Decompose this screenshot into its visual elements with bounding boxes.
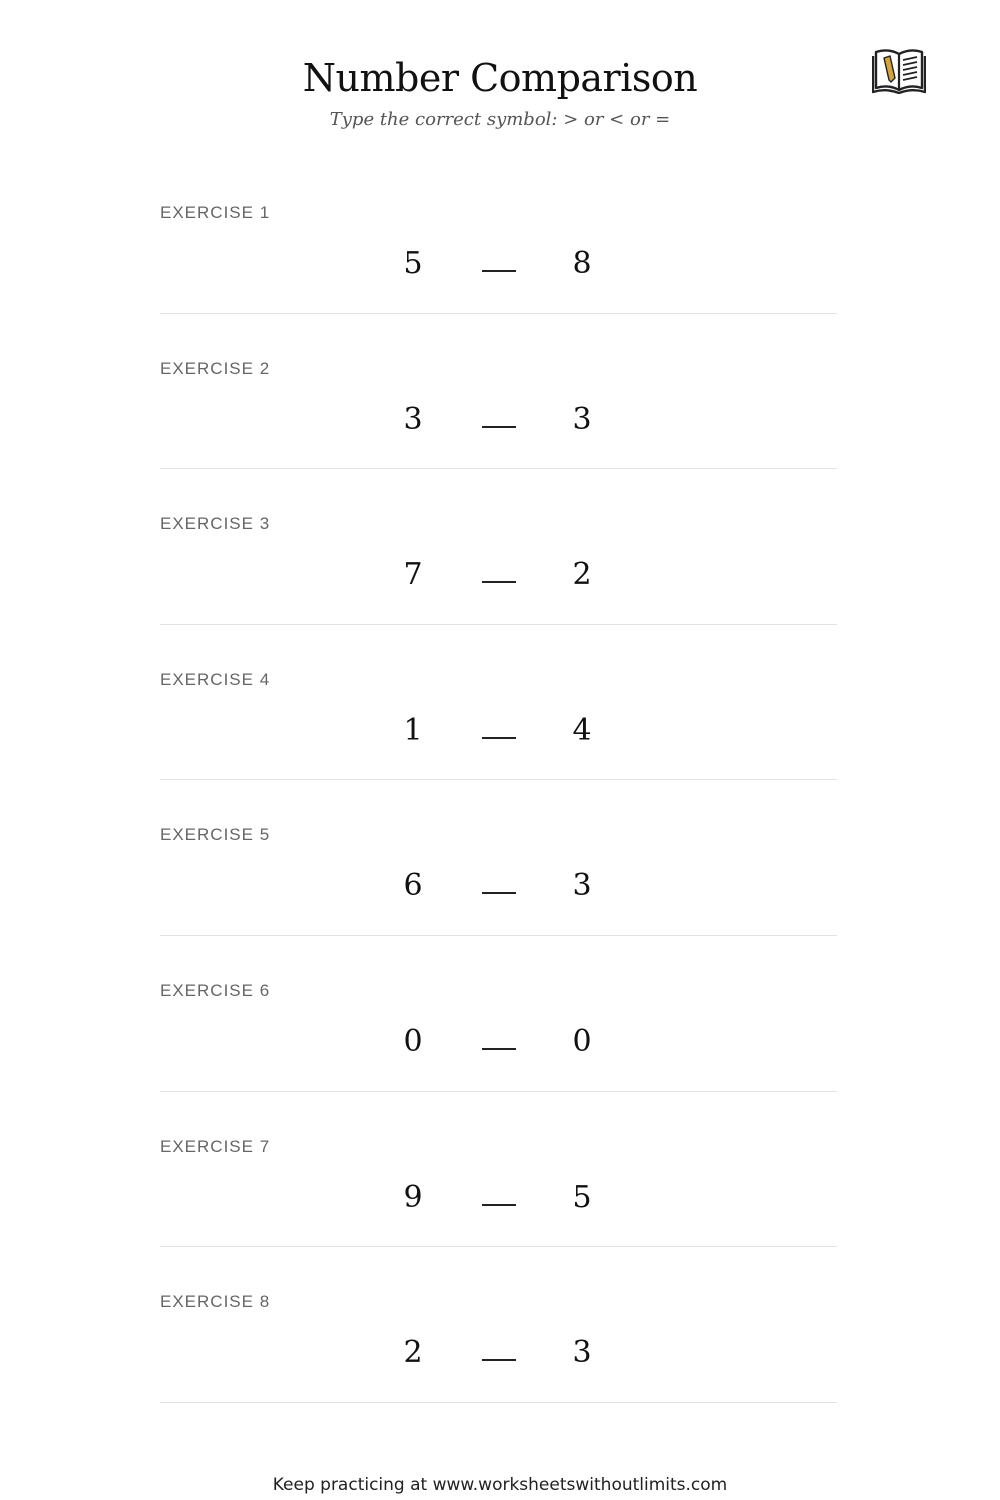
exercise-label: EXERCISE 6	[160, 980, 271, 1000]
exercise-list	[160, 158, 837, 1403]
exercise-row	[160, 780, 837, 936]
right-number: 3	[572, 401, 592, 437]
exercise-label: EXERCISE 7	[160, 1136, 271, 1156]
book-pencil-icon	[872, 44, 926, 94]
answer-blank[interactable]	[482, 892, 516, 894]
answer-blank[interactable]	[482, 737, 516, 739]
instructions: Type the correct symbol: > or < or =	[329, 109, 671, 130]
worksheet-header	[0, 54, 1000, 132]
exercise-label: EXERCISE 3	[160, 514, 271, 534]
exercise-row	[160, 469, 837, 625]
page-title: Number Comparison	[302, 56, 698, 100]
exercise-row	[160, 158, 837, 314]
exercise-label: EXERCISE 8	[160, 1292, 271, 1312]
exercise-row	[160, 1092, 837, 1248]
answer-blank[interactable]	[482, 1204, 516, 1206]
left-number: 5	[403, 246, 423, 281]
left-number: 9	[403, 1179, 423, 1215]
right-number: 4	[572, 712, 592, 748]
exercise-label: EXERCISE 1	[160, 203, 271, 222]
right-number: 3	[572, 868, 592, 904]
right-number: 2	[572, 557, 592, 593]
right-number: 3	[572, 1335, 592, 1371]
left-number: 0	[403, 1023, 423, 1059]
answer-blank[interactable]	[482, 1359, 516, 1361]
answer-blank[interactable]	[482, 270, 516, 272]
exercise-row	[160, 314, 837, 470]
exercise-row	[160, 1247, 837, 1403]
exercise-row	[160, 936, 837, 1092]
exercise-label: EXERCISE 2	[160, 358, 271, 378]
exercise-row	[160, 625, 837, 781]
exercise-label: EXERCISE 5	[160, 825, 271, 845]
right-number: 8	[572, 246, 592, 281]
answer-blank[interactable]	[482, 426, 516, 428]
left-number: 6	[403, 868, 423, 904]
footer-text: Keep practicing at www.worksheetswithoutlimits.com	[272, 1475, 728, 1495]
left-number: 2	[403, 1335, 423, 1371]
left-number: 1	[403, 712, 423, 748]
left-number: 7	[403, 557, 423, 593]
left-number: 3	[403, 401, 423, 437]
exercise-label: EXERCISE 4	[160, 669, 271, 689]
answer-blank[interactable]	[482, 581, 516, 583]
right-number: 0	[572, 1023, 592, 1059]
right-number: 5	[572, 1179, 592, 1215]
answer-blank[interactable]	[482, 1048, 516, 1050]
